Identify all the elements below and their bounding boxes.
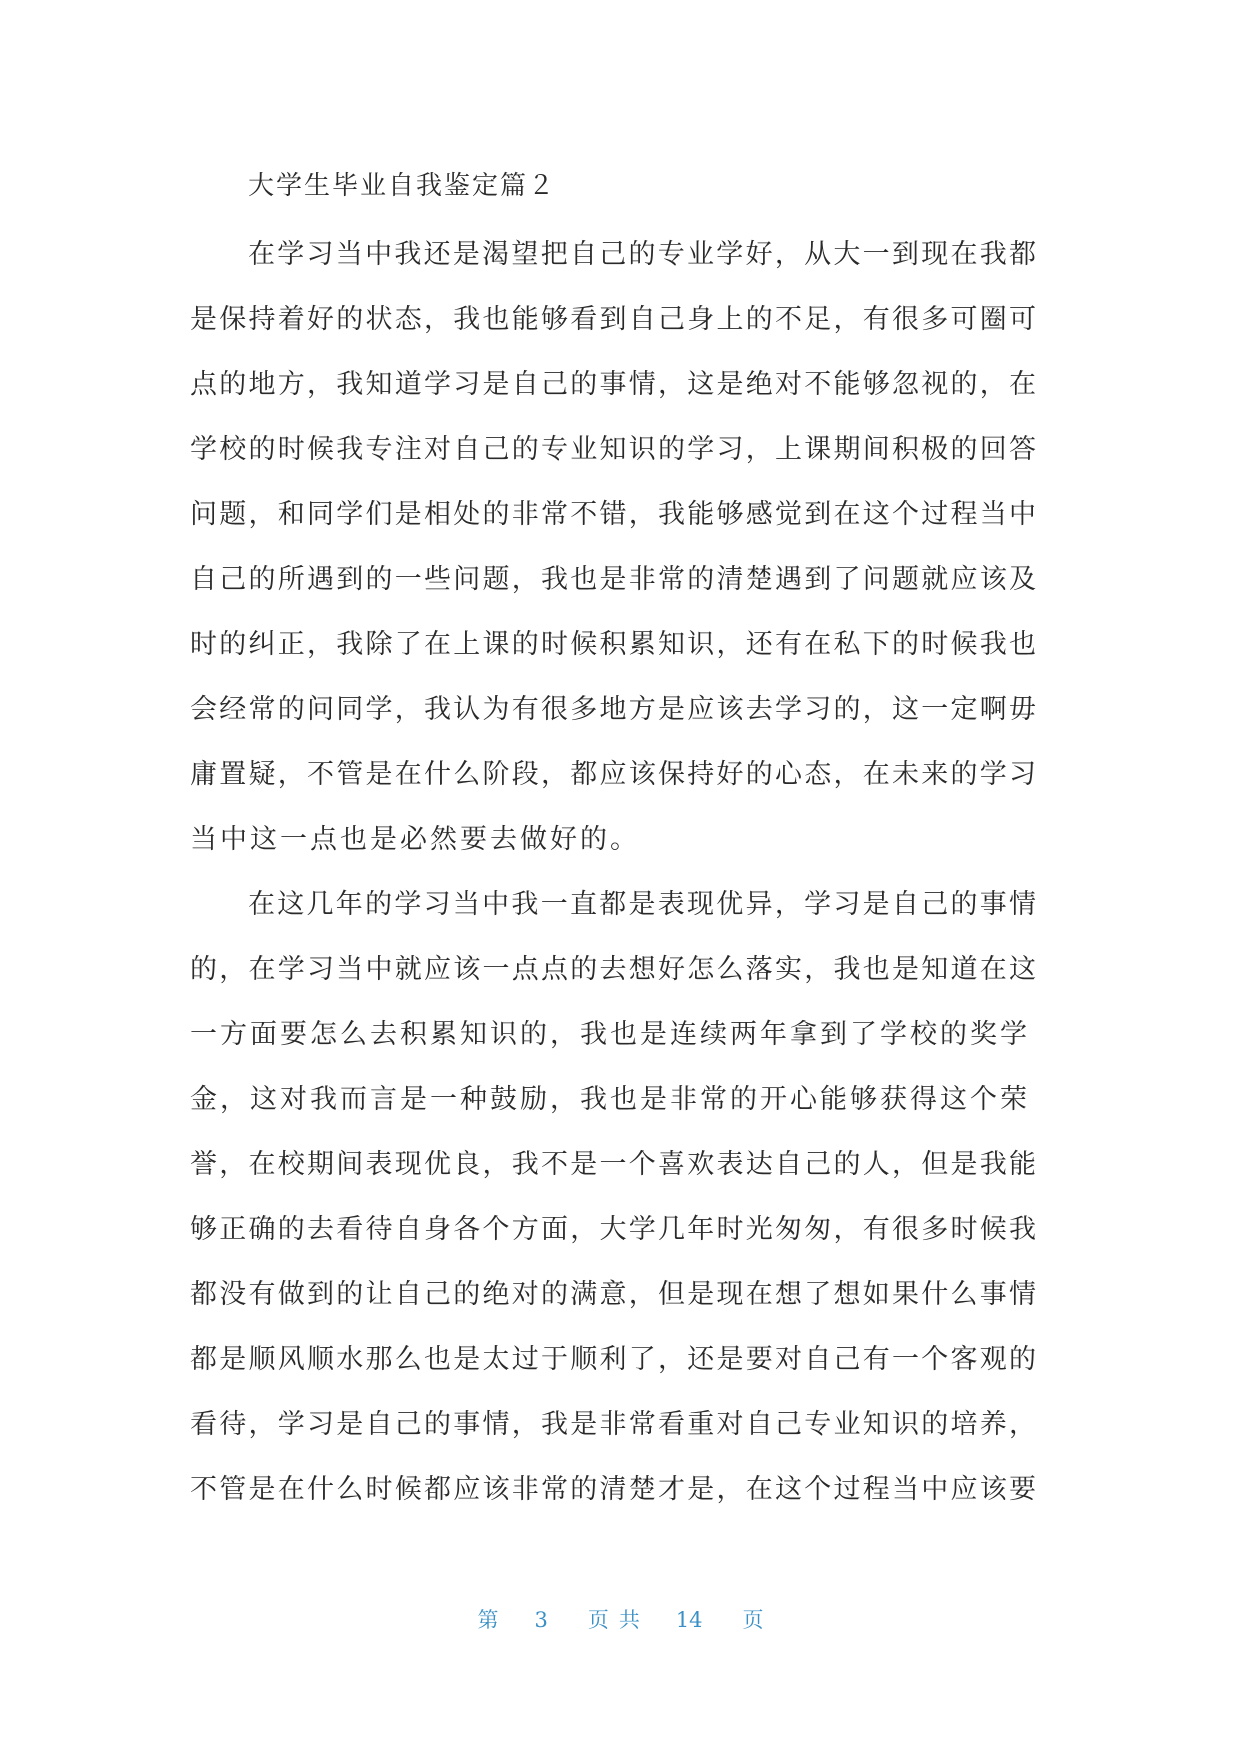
paragraph-line: 自己的所遇到的一些问题，我也是非常的清楚遇到了问题就应该及 xyxy=(190,564,1036,595)
paragraph-line: 够正确的去看待自身各个方面，大学几年时光匆匆，有很多时候我 xyxy=(190,1214,1036,1245)
paragraph-line: 的，在学习当中就应该一点点的去想好怎么落实，我也是知道在这 xyxy=(190,954,1036,985)
footer-total-unit: 页 xyxy=(742,1608,764,1632)
paragraph-line: 看待，学习是自己的事情，我是非常看重对自己专业知识的培养， xyxy=(190,1409,1036,1440)
footer-page-unit: 页 xyxy=(587,1608,609,1632)
paragraph-line: 学校的时候我专注对自己的专业知识的学习，上课期间积极的回答 xyxy=(190,434,1036,465)
paragraph-line: 都没有做到的让自己的绝对的满意，但是现在想了想如果什么事情 xyxy=(190,1279,1036,1310)
paragraph-line: 点的地方，我知道学习是自己的事情，这是绝对不能够忽视的，在 xyxy=(190,369,1036,400)
document-title: 大学生毕业自我鉴定篇２ xyxy=(248,171,557,201)
document-body xyxy=(190,150,1036,1522)
paragraph-line: 都是顺风顺水那么也是太过于顺利了，还是要对自己有一个客观的 xyxy=(190,1344,1036,1375)
paragraph-1 xyxy=(190,222,1036,872)
paragraph-2 xyxy=(190,872,1036,1522)
paragraph-line: 会经常的问同学，我认为有很多地方是应该去学习的，这一定啊毋 xyxy=(190,694,1036,725)
footer-total-pages: 14 xyxy=(675,1608,703,1632)
paragraph-line: 在学习当中我还是渴望把自己的专业学好，从大一到现在我都 xyxy=(248,239,1036,270)
paragraph-line: 金，这对我而言是一种鼓励，我也是非常的开心能够获得这个荣 xyxy=(190,1084,1030,1115)
paragraph-line: 当中这一点也是必然要去做好的。 xyxy=(190,824,640,855)
paragraph-line: 誉，在校期间表现优良，我不是一个喜欢表达自己的人，但是我能 xyxy=(190,1149,1036,1180)
footer-total-word: 共 xyxy=(618,1608,640,1632)
paragraph-line: 庸置疑，不管是在什么阶段，都应该保持好的心态，在未来的学习 xyxy=(190,759,1036,790)
paragraph-line: 时的纠正，我除了在上课的时候积累知识，还有在私下的时候我也 xyxy=(190,629,1036,660)
paragraph-line: 一方面要怎么去积累知识的，我也是连续两年拿到了学校的奖学 xyxy=(190,1019,1030,1050)
paragraph-line: 在这几年的学习当中我一直都是表现优异，学习是自己的事情 xyxy=(248,889,1036,920)
paragraph-line: 问题，和同学们是相处的非常不错，我能够感觉到在这个过程当中 xyxy=(190,499,1036,530)
footer-page-word: 第 xyxy=(477,1608,499,1632)
page-footer xyxy=(0,1604,1241,1634)
paragraph-line: 不管是在什么时候都应该非常的清楚才是，在这个过程当中应该要 xyxy=(190,1474,1036,1505)
paragraph-line: 是保持着好的状态，我也能够看到自己身上的不足，有很多可圈可 xyxy=(190,304,1036,335)
footer-page-number: 3 xyxy=(534,1608,548,1632)
